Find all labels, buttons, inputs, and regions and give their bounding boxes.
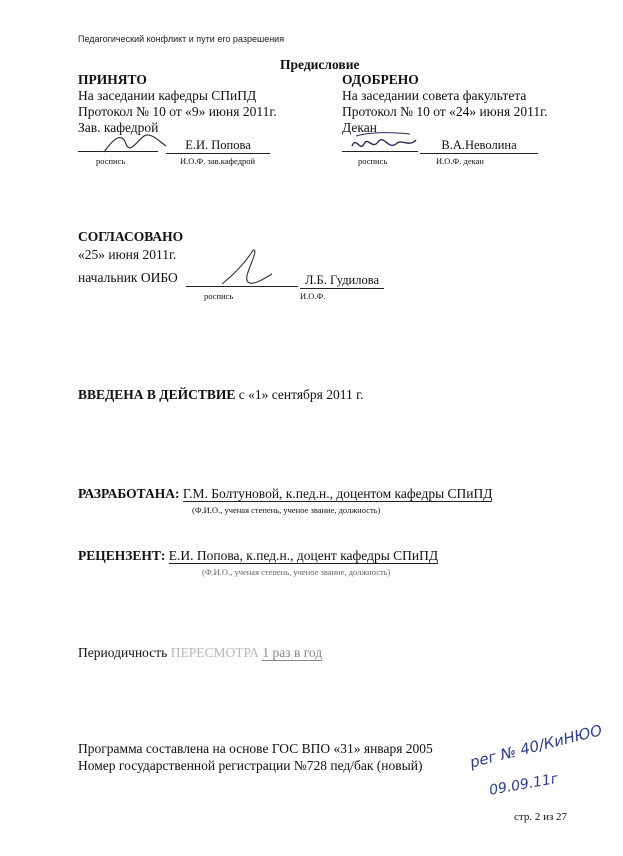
- accepted-heading: ПРИНЯТО: [78, 72, 147, 87]
- approved-sign-caption: роспись: [358, 156, 388, 166]
- effective-date: с «1» сентября 2011 г.: [238, 387, 364, 402]
- agreed-heading: СОГЛАСОВАНО: [78, 229, 184, 244]
- effective-label: ВВЕДЕНА В ДЕЙСТВИЕ: [78, 387, 236, 402]
- developed-line: [78, 486, 492, 502]
- reviewer-caption: (Ф.И.О., ученая степень, ученое звание, должность): [202, 567, 391, 577]
- reviewer-line: [78, 548, 438, 564]
- approved-name: В.А.Неволина: [420, 138, 538, 154]
- approved-line-2: Протокол № 10 от «24» июня 2011г.: [342, 104, 548, 119]
- agreed-sign-caption: роспись: [204, 291, 234, 301]
- accepted-line-3: Зав. кафедрой: [78, 120, 159, 135]
- periodicity-line: [78, 645, 322, 661]
- reviewer-text: Е.И. Попова, к.пед.н., доцент кафедры СПиПД: [168, 548, 439, 563]
- periodicity-faded: ПЕРЕСМОТРА: [170, 645, 259, 660]
- basis-line-1: Программа составлена на основе ГОС ВПО «31» января 2005: [78, 741, 433, 756]
- handwritten-date: 09.09.11г: [488, 770, 560, 799]
- effective-line: [78, 387, 364, 403]
- accepted-sign-caption: роспись: [96, 156, 126, 166]
- preface-title: Предисловие: [280, 57, 360, 72]
- agreed-signature-image: [218, 246, 278, 288]
- developed-text: Г.М. Болтуновой, к.пед.н., доцентом кафедры СПиПД: [182, 486, 493, 501]
- developed-caption: (Ф.И.О., ученая степень, ученое звание, должность): [192, 505, 381, 515]
- document-header: Педагогический конфликт и пути его разрешения: [78, 34, 285, 44]
- accepted-name-caption: И.О.Ф. зав.кафедрой: [180, 156, 256, 166]
- accepted-name: Е.И. Попова: [166, 138, 270, 154]
- reviewer-label: РЕЦЕНЗЕНТ:: [78, 548, 166, 563]
- developed-label: РАЗРАБОТАНА:: [78, 486, 180, 501]
- accepted-signature-image: [100, 128, 170, 158]
- agreed-name: Л.Б. Гудилова: [300, 273, 384, 289]
- accepted-line-1: На заседании кафедры СПиПД: [78, 88, 257, 103]
- approved-line-3: Декан: [342, 120, 377, 135]
- approved-name-caption: И.О.Ф. декан: [436, 156, 484, 166]
- approved-signature-image: [350, 130, 420, 158]
- agreed-date: «25» июня 2011г.: [78, 247, 177, 262]
- approved-line-1: На заседании совета факультета: [342, 88, 527, 103]
- periodicity-label: Периодичность: [78, 645, 168, 660]
- page-number: стр. 2 из 27: [514, 811, 568, 823]
- basis-line-2: Номер государственной регистрации №728 пед/бак (новый): [78, 758, 423, 773]
- periodicity-value: 1 раз в год: [262, 645, 323, 660]
- agreed-role: начальник ОИБО: [78, 270, 178, 285]
- accepted-line-2: Протокол № 10 от «9» июня 2011г.: [78, 104, 277, 119]
- agreed-name-caption: И.О.Ф.: [300, 291, 326, 301]
- handwritten-registration: рег № 40/КиНЮО: [468, 721, 604, 772]
- approved-heading: ОДОБРЕНО: [342, 72, 419, 87]
